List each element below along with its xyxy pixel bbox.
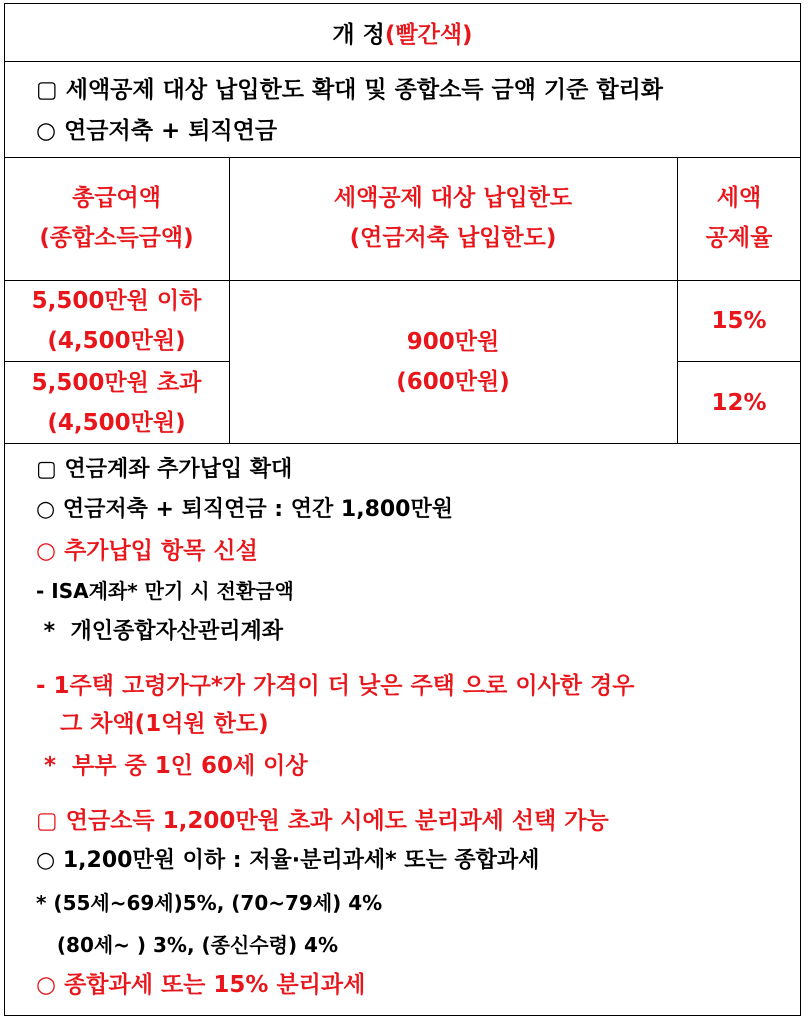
section2-line: 그 차액(1억원 한도) (36, 711, 269, 737)
divider (4, 61, 801, 62)
header-rate (677, 178, 801, 258)
header-income (4, 178, 229, 258)
table-row-rate (677, 281, 801, 361)
section2-line: ○ 연금저축 + 퇴직연금 : 연간 1,800만원 (36, 497, 453, 522)
title-prefix: 개 정 (332, 22, 385, 48)
table-row-income (4, 362, 229, 443)
header-rate-line2: 공제율 (705, 225, 773, 251)
section1-heading: ▢ 세액공제 대상 납입한도 확대 및 종합소득 금액 기준 합리화 (36, 77, 664, 103)
header-rate-line1: 세액 (716, 185, 762, 211)
section2-line: * 부부 중 1인 60세 이상 (36, 753, 308, 779)
header-income-line1: 총급여액 (72, 185, 161, 211)
limit-cell (229, 281, 677, 443)
header-limit (229, 178, 677, 258)
rate-value: 15% (711, 308, 767, 334)
rate-value: 12% (711, 389, 767, 416)
section2-line: * 개인종합자산관리계좌 (36, 619, 284, 644)
header-limit-line1: 세액공제 대상 납입한도 (333, 185, 573, 211)
section2-line: * (55세~69세)5%, (70~79세) 4% (36, 891, 383, 915)
income-value: 5,500만원 초과 (31, 369, 202, 396)
header-income-line2: (종합소득금액) (39, 225, 194, 251)
section2-line: ▢ 연금계좌 추가납입 확대 (36, 457, 293, 482)
section2-line: ○ 1,200만원 이하 : 저율·분리과세* 또는 종합과세 (36, 848, 540, 873)
limit-sub-value: (600만원) (396, 369, 510, 395)
table-row-rate (677, 362, 801, 443)
section2-line: ○ 추가납입 항목 신설 (36, 538, 258, 564)
header-limit-line2: (연금저축 납입한도) (349, 225, 557, 251)
section2-line: - 1주택 고령가구*가 가격이 더 낮은 주택 으로 이사한 경우 (36, 673, 635, 699)
section2-line: (80세~ ) 3%, (종신수령) 4% (36, 933, 339, 957)
divider (4, 443, 801, 444)
page-title (4, 16, 801, 49)
income-sub-value: (4,500만원) (47, 328, 186, 354)
section1-sub: ○ 연금저축 + 퇴직연금 (36, 118, 278, 144)
section2-line: - ISA계좌* 만기 시 전환금액 (36, 579, 294, 603)
section2-line: ○ 종합과세 또는 15% 분리과세 (36, 972, 366, 998)
table-row-income (4, 281, 229, 361)
income-value: 5,500만원 이하 (31, 288, 202, 314)
title-suffix: (빨간색) (384, 22, 473, 48)
limit-value: 900만원 (406, 329, 500, 355)
income-sub-value: (4,500만원) (47, 409, 186, 436)
section2-line: ▢ 연금소득 1,200만원 초과 시에도 분리과세 선택 가능 (36, 808, 609, 834)
divider (4, 157, 801, 158)
